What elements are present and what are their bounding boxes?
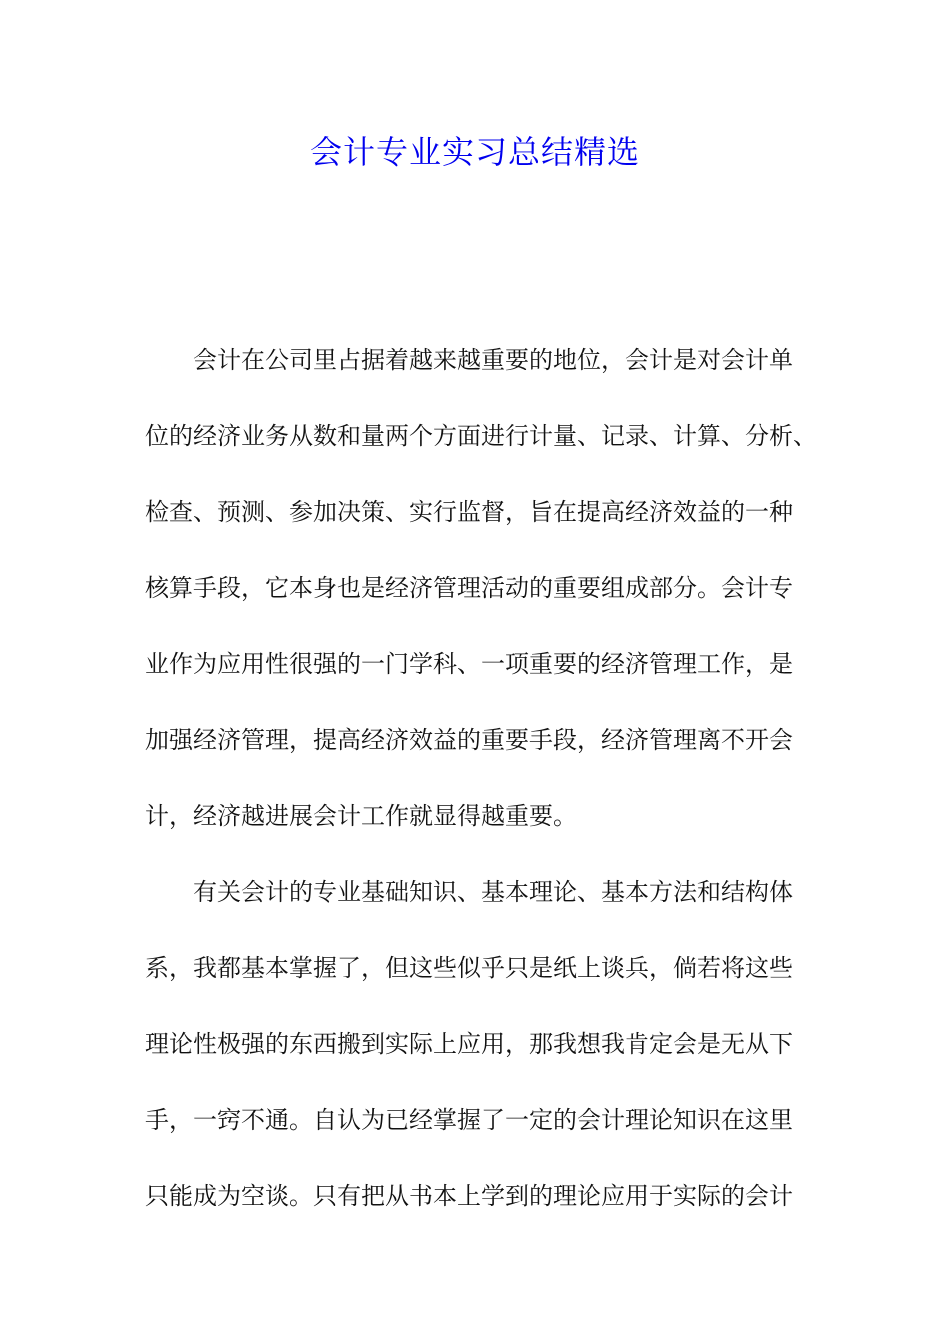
paragraph-line: 手，一窍不通。自认为已经掌握了一定的会计理论知识在这里 xyxy=(145,1106,793,1134)
paragraph-2 xyxy=(145,864,815,1244)
paragraph-line: 检查、预测、参加决策、实行监督，旨在提高经济效益的一种 xyxy=(145,498,793,526)
document-body xyxy=(145,332,815,1244)
document-title: 会计专业实习总结精选 xyxy=(309,133,640,171)
paragraph-line: 位的经济业务从数和量两个方面进行计量、记录、计算、分析、 xyxy=(145,422,817,450)
paragraph-1 xyxy=(145,332,815,864)
paragraph-line: 核算手段，它本身也是经济管理活动的重要组成部分。会计专 xyxy=(145,574,793,602)
paragraph-line: 加强经济管理，提高经济效益的重要手段，经济管理离不开会 xyxy=(145,726,793,754)
paragraph-line: 业作为应用性很强的一门学科、一项重要的经济管理工作，是 xyxy=(145,650,793,678)
paragraph-line: 只能成为空谈。只有把从书本上学到的理论应用于实际的会计 xyxy=(145,1182,793,1210)
paragraph-line: 有关会计的专业基础知识、基本理论、基本方法和结构体 xyxy=(193,878,793,906)
paragraph-line: 计，经济越进展会计工作就显得越重要。 xyxy=(145,802,577,830)
paragraph-line: 系，我都基本掌握了，但这些似乎只是纸上谈兵，倘若将这些 xyxy=(145,954,793,982)
paragraph-line: 理论性极强的东西搬到实际上应用，那我想我肯定会是无从下 xyxy=(145,1030,793,1058)
paragraph-line: 会计在公司里占据着越来越重要的地位，会计是对会计单 xyxy=(193,346,793,374)
